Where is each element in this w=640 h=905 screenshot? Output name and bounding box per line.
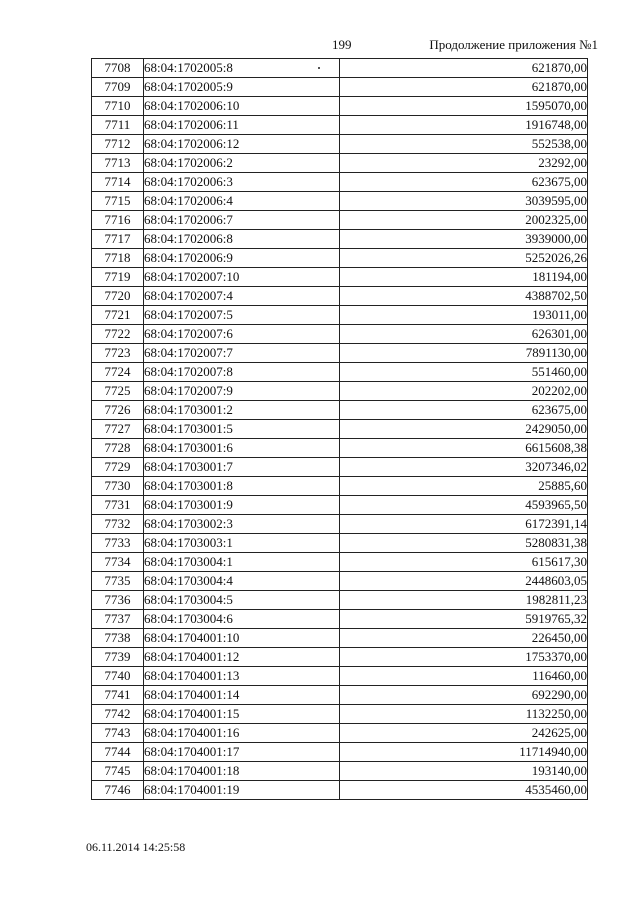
table-row xyxy=(92,458,588,477)
table-row xyxy=(92,420,588,439)
cadastral-value-cell: 692290,00 xyxy=(340,686,588,705)
cadastral-number-cell: 68:04:1704001:16 xyxy=(144,724,340,743)
table-body xyxy=(92,59,588,800)
cadastral-value-cell: 623675,00 xyxy=(340,173,588,192)
table-row xyxy=(92,724,588,743)
cadastral-value-cell: 11714940,00 xyxy=(340,743,588,762)
row-number-cell: 7717 xyxy=(92,230,144,249)
cadastral-value-cell: 6615608,38 xyxy=(340,439,588,458)
cadastral-number-cell: 68:04:1703002:3 xyxy=(144,515,340,534)
table-row xyxy=(92,287,588,306)
cadastral-number-cell: 68:04:1702005:9 xyxy=(144,78,340,97)
cadastral-number-cell: 68:04:1702007:8 xyxy=(144,363,340,382)
table-row xyxy=(92,477,588,496)
cadastral-number-cell: 68:04:1704001:19 xyxy=(144,781,340,800)
table-row xyxy=(92,78,588,97)
row-number-cell: 7733 xyxy=(92,534,144,553)
table-row xyxy=(92,59,588,78)
cadastral-number-cell: 68:04:1704001:14 xyxy=(144,686,340,705)
row-number-cell: 7727 xyxy=(92,420,144,439)
cadastral-value-cell: 226450,00 xyxy=(340,629,588,648)
cadastral-number-cell: 68:04:1703001:5 xyxy=(144,420,340,439)
cadastral-number-cell: 68:04:1702007:10 xyxy=(144,268,340,287)
cadastral-number-cell: 68:04:1703001:9 xyxy=(144,496,340,515)
cadastral-value-cell: 2002325,00 xyxy=(340,211,588,230)
cadastral-number-cell: 68:04:1703004:4 xyxy=(144,572,340,591)
row-number-cell: 7712 xyxy=(92,135,144,154)
cadastral-value-cell: 193140,00 xyxy=(340,762,588,781)
row-number-cell: 7708 xyxy=(92,59,144,78)
table-row xyxy=(92,762,588,781)
cadastral-value-cell: 5280831,38 xyxy=(340,534,588,553)
row-number-cell: 7716 xyxy=(92,211,144,230)
cadastral-value-cell: 5252026,26 xyxy=(340,249,588,268)
cadastral-value-cell: 2448603,05 xyxy=(340,572,588,591)
page-number: 199 xyxy=(332,37,352,52)
row-number-cell: 7738 xyxy=(92,629,144,648)
row-number-cell: 7714 xyxy=(92,173,144,192)
cadastral-number-cell: 68:04:1702007:4 xyxy=(144,287,340,306)
cadastral-value-cell: 4388702,50 xyxy=(340,287,588,306)
row-number-cell: 7730 xyxy=(92,477,144,496)
cadastral-number-cell: 68:04:1703003:1 xyxy=(144,534,340,553)
cadastral-value-cell: 3939000,00 xyxy=(340,230,588,249)
table-row xyxy=(92,667,588,686)
table-row xyxy=(92,192,588,211)
row-number-cell: 7723 xyxy=(92,344,144,363)
cadastral-value-cell: 623675,00 xyxy=(340,401,588,420)
cadastral-value-cell: 551460,00 xyxy=(340,363,588,382)
cadastral-value-cell: 1132250,00 xyxy=(340,705,588,724)
continuation-heading: Продолжение приложения №1 xyxy=(429,37,598,52)
cadastral-value-cell: 621870,00 xyxy=(340,59,588,78)
table-row xyxy=(92,401,588,420)
table-row xyxy=(92,705,588,724)
cadastral-number-cell: 68:04:1702006:3 xyxy=(144,173,340,192)
table-row xyxy=(92,534,588,553)
row-number-cell: 7743 xyxy=(92,724,144,743)
row-number-cell: 7720 xyxy=(92,287,144,306)
cadastral-number-cell: 68:04:1704001:12 xyxy=(144,648,340,667)
cadastral-number-cell: 68:04:1702006:7 xyxy=(144,211,340,230)
cadastral-number-cell: 68:04:1702006:10 xyxy=(144,97,340,116)
table-row xyxy=(92,610,588,629)
row-number-cell: 7736 xyxy=(92,591,144,610)
cadastral-number-cell: 68:04:1703001:6 xyxy=(144,439,340,458)
cadastral-value-cell: 242625,00 xyxy=(340,724,588,743)
table-row xyxy=(92,648,588,667)
cadastral-number-cell: 68:04:1702006:12 xyxy=(144,135,340,154)
row-number-cell: 7709 xyxy=(92,78,144,97)
cadastral-value-cell: 1753370,00 xyxy=(340,648,588,667)
table-row xyxy=(92,572,588,591)
cadastral-number-cell: 68:04:1704001:13 xyxy=(144,667,340,686)
row-number-cell: 7731 xyxy=(92,496,144,515)
row-number-cell: 7722 xyxy=(92,325,144,344)
cadastral-number-cell: 68:04:1702007:7 xyxy=(144,344,340,363)
cadastral-value-cell: 5919765,32 xyxy=(340,610,588,629)
row-number-cell: 7734 xyxy=(92,553,144,572)
table-row xyxy=(92,515,588,534)
cadastral-value-cell: 2429050,00 xyxy=(340,420,588,439)
cadastral-value-cell: 6172391,14 xyxy=(340,515,588,534)
cadastral-number-cell: 68:04:1702006:9 xyxy=(144,249,340,268)
cadastral-value-cell: 4535460,00 xyxy=(340,781,588,800)
row-number-cell: 7724 xyxy=(92,363,144,382)
table-row xyxy=(92,116,588,135)
cadastral-value-cell: 202202,00 xyxy=(340,382,588,401)
row-number-cell: 7710 xyxy=(92,97,144,116)
cadastral-number-cell: 68:04:1703004:6 xyxy=(144,610,340,629)
cadastral-number-cell: 68:04:1702007:9 xyxy=(144,382,340,401)
table-row xyxy=(92,230,588,249)
cadastral-number-cell: 68:04:1704001:17 xyxy=(144,743,340,762)
table-row xyxy=(92,553,588,572)
row-number-cell: 7742 xyxy=(92,705,144,724)
row-number-cell: 7732 xyxy=(92,515,144,534)
row-number-cell: 7735 xyxy=(92,572,144,591)
cadastral-value-cell: 181194,00 xyxy=(340,268,588,287)
row-number-cell: 7729 xyxy=(92,458,144,477)
table-row xyxy=(92,97,588,116)
cadastral-number-cell: 68:04:1703001:2 xyxy=(144,401,340,420)
row-number-cell: 7744 xyxy=(92,743,144,762)
table-row xyxy=(92,249,588,268)
table-row xyxy=(92,743,588,762)
cadastral-value-cell: 552538,00 xyxy=(340,135,588,154)
cadastral-value-cell: 23292,00 xyxy=(340,154,588,173)
table-row xyxy=(92,591,588,610)
row-number-cell: 7739 xyxy=(92,648,144,667)
table-row xyxy=(92,439,588,458)
cadastral-value-table xyxy=(91,58,588,800)
table-row xyxy=(92,629,588,648)
cadastral-value-cell: 193011,00 xyxy=(340,306,588,325)
row-number-cell: 7718 xyxy=(92,249,144,268)
cadastral-number-cell: 68:04:1703004:1 xyxy=(144,553,340,572)
table-row xyxy=(92,686,588,705)
cadastral-number-cell: 68:04:1702006:4 xyxy=(144,192,340,211)
row-number-cell: 7737 xyxy=(92,610,144,629)
cadastral-number-cell: 68:04:1702006:8 xyxy=(144,230,340,249)
row-number-cell: 7711 xyxy=(92,116,144,135)
row-number-cell: 7721 xyxy=(92,306,144,325)
cadastral-value-cell: 25885,60 xyxy=(340,477,588,496)
row-number-cell: 7719 xyxy=(92,268,144,287)
cadastral-number-cell: 68:04:1703004:5 xyxy=(144,591,340,610)
cadastral-value-cell: 1982811,23 xyxy=(340,591,588,610)
cadastral-number-cell: 68:04:1702006:2 xyxy=(144,154,340,173)
row-number-cell: 7726 xyxy=(92,401,144,420)
cadastral-value-cell: 7891130,00 xyxy=(340,344,588,363)
table-row xyxy=(92,173,588,192)
cadastral-value-cell: 3039595,00 xyxy=(340,192,588,211)
table-row xyxy=(92,154,588,173)
cadastral-number-cell: 68:04:1703001:7 xyxy=(144,458,340,477)
row-number-cell: 7715 xyxy=(92,192,144,211)
table-row xyxy=(92,211,588,230)
cadastral-value-cell: 3207346,02 xyxy=(340,458,588,477)
table-row xyxy=(92,363,588,382)
cadastral-value-cell: 621870,00 xyxy=(340,78,588,97)
cadastral-value-cell: 615617,30 xyxy=(340,553,588,572)
row-number-cell: 7725 xyxy=(92,382,144,401)
row-number-cell: 7745 xyxy=(92,762,144,781)
cadastral-number-cell: 68:04:1704001:15 xyxy=(144,705,340,724)
cadastral-number-cell: 68:04:1702007:6 xyxy=(144,325,340,344)
cadastral-number-cell: 68:04:1704001:10 xyxy=(144,629,340,648)
cadastral-number-cell: 68:04:1702007:5 xyxy=(144,306,340,325)
cadastral-value-cell: 1916748,00 xyxy=(340,116,588,135)
cadastral-number-cell: 68:04:1704001:18 xyxy=(144,762,340,781)
table-row xyxy=(92,382,588,401)
cadastral-value-cell: 4593965,50 xyxy=(340,496,588,515)
table-row xyxy=(92,268,588,287)
row-number-cell: 7728 xyxy=(92,439,144,458)
row-number-cell: 7746 xyxy=(92,781,144,800)
cadastral-value-cell: 116460,00 xyxy=(340,667,588,686)
table-row xyxy=(92,344,588,363)
cadastral-number-cell: 68:04:1702006:11 xyxy=(144,116,340,135)
cadastral-value-cell: 1595070,00 xyxy=(340,97,588,116)
row-number-cell: 7713 xyxy=(92,154,144,173)
table-row xyxy=(92,135,588,154)
cadastral-number-cell: 68:04:1703001:8 xyxy=(144,477,340,496)
table-row xyxy=(92,325,588,344)
cadastral-number-cell: 68:04:1702005:8 xyxy=(144,59,340,78)
table-row xyxy=(92,496,588,515)
row-number-cell: 7741 xyxy=(92,686,144,705)
table-row xyxy=(92,306,588,325)
print-timestamp: 06.11.2014 14:25:58 xyxy=(86,840,186,854)
table-row xyxy=(92,781,588,800)
cadastral-value-cell: 626301,00 xyxy=(340,325,588,344)
row-number-cell: 7740 xyxy=(92,667,144,686)
